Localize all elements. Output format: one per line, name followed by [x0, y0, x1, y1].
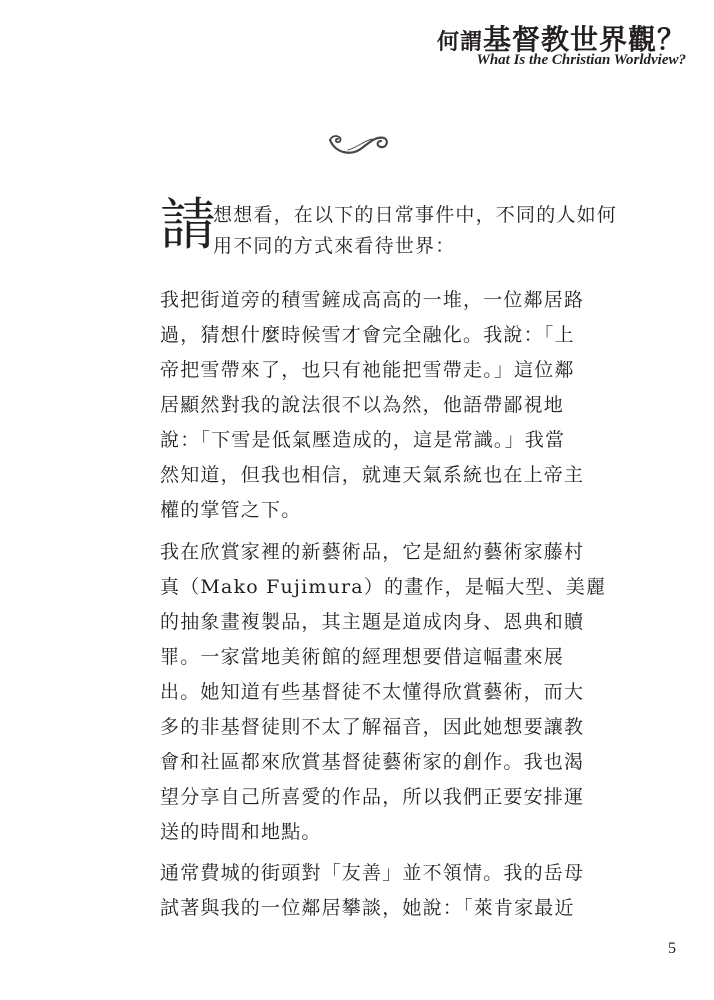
text-line: 我在欣賞家裡的新藝術品，它是紐約藝術家藤村	[160, 541, 585, 563]
text-line: 居顯然對我的說法很不以為然，他語帶鄙視地	[160, 394, 565, 416]
paragraph-philadelphia	[160, 856, 585, 926]
text-line: 出。她知道有些基督徒不太懂得欣賞藝術，而大	[160, 681, 585, 703]
text-line: 通常費城的街頭對「友善」並不領情。我的岳母	[160, 862, 585, 884]
text-line: 過，猜想什麼時候雪才會完全融化。我說：「上	[160, 324, 575, 346]
header-title-main: 基督教世界觀？	[482, 23, 686, 56]
text-line: 望分享自己所喜愛的作品，所以我們正要安排運	[160, 786, 585, 808]
text-line: 權的掌管之下。	[160, 499, 302, 521]
header-title-prefix: 何謂	[436, 29, 483, 55]
text-line: 會和社區都來欣賞基督徒藝術家的創作。我也渴	[160, 751, 585, 773]
text-line: 然知道，但我也相信，就連天氣系統也在上帝主	[160, 464, 585, 486]
text-line: 我把街道旁的積雪鏟成高高的一堆，一位鄰居路	[160, 289, 585, 311]
text-line: 說：「下雪是低氣壓造成的，這是常識。」我當	[160, 429, 566, 451]
text-line: 罪。一家當地美術館的經理想要借這幅畫來展	[160, 646, 565, 668]
paragraph-artwork	[160, 535, 607, 850]
text-line: 送的時間和地點。	[160, 821, 322, 843]
text-line: 試著與我的一位鄰居攀談，她說：「萊肯家最近	[160, 897, 575, 919]
text-line: 帝把雪帶來了，也只有祂能把雪帶走。」這位鄰	[160, 359, 575, 381]
swirl-flourish-icon	[326, 126, 390, 160]
running-header-subtitle: What Is the Christian Worldview?	[476, 52, 686, 68]
text-line: 多的非基督徒則不太了解福音，因此她想要讓教	[160, 716, 585, 738]
page-number: 5	[668, 940, 676, 957]
paragraph-snow	[160, 283, 585, 528]
drop-cap: 請	[160, 193, 216, 258]
text-line: 真（Mako Fujimura）的畫作，是幅大型、美麗	[160, 576, 607, 598]
text-line: 的抽象畫複製品，其主題是道成肉身、恩典和贖	[160, 611, 585, 633]
intro-line-2: 用不同的方式來看待世界：	[213, 235, 456, 257]
intro-line-1: 想想看，在以下的日常事件中，不同的人如何	[213, 204, 618, 226]
